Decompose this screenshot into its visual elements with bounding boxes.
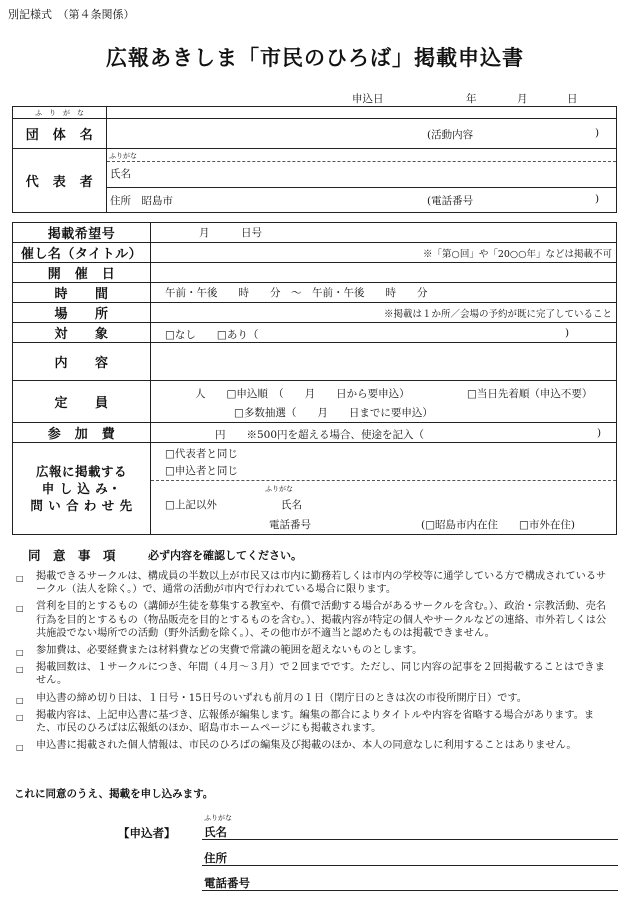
consent-list <box>16 570 614 756</box>
form-reference: 別記様式 （第４条関係） <box>8 8 135 21</box>
applicant-furigana-label: ふりがな <box>204 814 232 822</box>
representative-label: 代 表 者 <box>13 149 107 213</box>
desired-issue-value: 月 日号 <box>199 227 262 239</box>
place-label: 場 所 <box>13 303 151 323</box>
page-title: 広報あきしま「市民のひろば」掲載申込書 <box>106 46 524 70</box>
rep-name-label: 氏名 <box>110 168 131 180</box>
bullet-box-icon: □ <box>16 648 24 658</box>
capacity-same-day: □当日先着順（申込不要） <box>467 388 593 400</box>
bullet-box-icon: □ <box>16 743 24 753</box>
consent-item: □ 掲載回数は、１サークルにつき、年間（４月～３月）で２回までです。ただし、同じ内容の記事を２回掲載することはできません。 <box>16 662 605 687</box>
application-date-label: 申込日 <box>352 93 384 105</box>
contact-divider <box>151 480 616 481</box>
organization-table <box>12 106 617 213</box>
fee-value: 円 ※500円を超える場合、使途を記入（ <box>215 429 425 441</box>
contact-phone-label: 電話番号 <box>269 519 311 531</box>
target-field[interactable] <box>151 323 617 343</box>
name-divider <box>107 187 616 188</box>
rep-phone-label: (電話番号 <box>427 195 474 207</box>
target-label: 対 象 <box>13 323 151 343</box>
applicant-address-line[interactable] <box>202 865 618 866</box>
contact-same-as-rep[interactable]: □代表者と同じ <box>165 448 238 460</box>
time-field[interactable] <box>151 283 617 303</box>
contact-furigana-label: ふりがな <box>265 485 293 493</box>
event-name-label: 催し名（タイトル） <box>13 243 151 263</box>
furigana-divider <box>107 161 616 162</box>
desired-issue-label: 掲載希望号 <box>13 223 151 243</box>
content-field[interactable] <box>151 343 617 381</box>
contact-label-line2: 申 し 込 み・ <box>41 481 122 496</box>
applicant-label: 【申込者】 <box>118 826 176 840</box>
contact-label <box>13 443 151 535</box>
bullet-box-icon: □ <box>16 712 24 722</box>
date-month-label: 月 <box>517 93 528 105</box>
consent-subheading: 必ず内容を確認してください。 <box>148 549 302 562</box>
group-furigana-field[interactable] <box>107 107 617 119</box>
target-value: □なし □あり（ <box>165 329 259 341</box>
activity-close: ) <box>595 127 600 139</box>
consent-item: □ 申込書に掲載された個人情報は、市民のひろばの編集及び掲載のほか、本人の同意なしに利用することはありません。 <box>16 739 614 752</box>
applicant-address-label: 住所 <box>204 851 227 865</box>
rep-phone-close: ) <box>595 193 600 205</box>
event-table <box>12 222 617 535</box>
applicant-name-line[interactable] <box>202 839 618 840</box>
agree-statement: これに同意のうえ、掲載を申し込みます。 <box>14 788 214 800</box>
fee-close: ) <box>597 427 602 439</box>
fee-field[interactable] <box>151 423 617 443</box>
furigana-label: ふ り が な <box>13 107 107 119</box>
time-label: 時 間 <box>13 283 151 303</box>
capacity-lottery: □多数抽選（ 月 日までに要申込） <box>234 407 433 419</box>
bullet-box-icon: □ <box>16 665 24 675</box>
rep-furigana-label: ふりがな <box>109 152 137 160</box>
time-value: 午前・午後 時 分 ～ 午前・午後 時 分 <box>165 287 428 299</box>
event-date-field[interactable] <box>151 263 617 283</box>
place-field[interactable] <box>151 303 617 323</box>
date-year-label: 年 <box>466 93 477 105</box>
contact-name-label: 氏名 <box>281 499 302 511</box>
consent-item: □ 申込書の締め切り日は、１日号・15日号のいずれも前月の１日（閉庁日のときは次の市役所開庁日）です。 <box>16 692 614 705</box>
consent-heading: 同 意 事 項 <box>28 548 116 563</box>
bullet-box-icon: □ <box>16 604 24 614</box>
capacity-first-come: 人 □申込順 （ 月 日から要申込） <box>195 388 410 400</box>
contact-residence: (□昭島市内在住 □市外在住) <box>421 519 576 531</box>
bullet-box-icon: □ <box>16 695 24 705</box>
contact-other[interactable]: □上記以外 <box>165 499 217 511</box>
group-name-label: 団 体 名 <box>13 119 107 149</box>
event-name-field[interactable] <box>151 243 617 263</box>
consent-item: □ 参加費は、必要経費または材料費などの実費で常識の範囲を超えないものとします。 <box>16 644 614 657</box>
contact-field[interactable] <box>151 443 617 535</box>
desired-issue-field[interactable] <box>151 223 617 243</box>
contact-label-line1: 広報に掲載する <box>35 464 127 479</box>
applicant-name-label: 氏名 <box>204 825 227 839</box>
consent-item: □ 掲載できるサークルは、構成員の半数以上が市民又は市内に勤務若しくは市内の学校等に通学している方で構成されているサークル（法人を除く。）で、通常の活動が市内で行われている場合に限ります。 <box>16 571 607 596</box>
consent-item: □ 掲載内容は、上記申込書に基づき、広報係が編集します。編集の都合によりタイトルや内容を省略する場合があります。また、市民のひろばは広報紙のほか、昭島市ホームページにも掲載されます。 <box>16 709 595 735</box>
event-date-label: 開 催 日 <box>13 263 151 283</box>
consent-item: □ 営利を目的とするもの（講師が生徒を募集する教室や、有償で活動する場合があるサークルを含む。）、政治・宗教活動、売名行為を目的とするもの（物品販売を目的とするものを含む。）、掲載内容が特定の個人やサークルなどの連絡、市外若しくは公共施設でない場所での活動（野外活動を除く。）、その他市が不適当と認めたものは掲載できません。 <box>16 601 607 639</box>
group-name-field[interactable] <box>107 119 617 149</box>
representative-field[interactable] <box>107 149 617 213</box>
contact-label-line3: 問 い 合 わ せ 先 <box>30 498 133 513</box>
capacity-label: 定 員 <box>13 381 151 423</box>
contact-same-as-applicant[interactable]: □申込者と同じ <box>165 465 238 477</box>
capacity-field[interactable] <box>151 381 617 423</box>
target-close: ) <box>565 327 570 339</box>
bullet-box-icon: □ <box>16 574 24 583</box>
date-day-label: 日 <box>567 93 578 105</box>
event-name-note: ※「第○回」や「20○○年」などは掲載不可 <box>423 248 612 260</box>
place-note: ※掲載は１か所／会場の予約が既に完了していること <box>383 308 612 320</box>
applicant-phone-label: 電話番号 <box>204 876 250 890</box>
fee-label: 参 加 費 <box>13 423 151 443</box>
activity-label: (活動内容 <box>427 129 474 141</box>
content-label: 内 容 <box>13 343 151 381</box>
rep-address-label: 住所 昭島市 <box>110 195 173 207</box>
applicant-phone-line[interactable] <box>202 890 618 891</box>
